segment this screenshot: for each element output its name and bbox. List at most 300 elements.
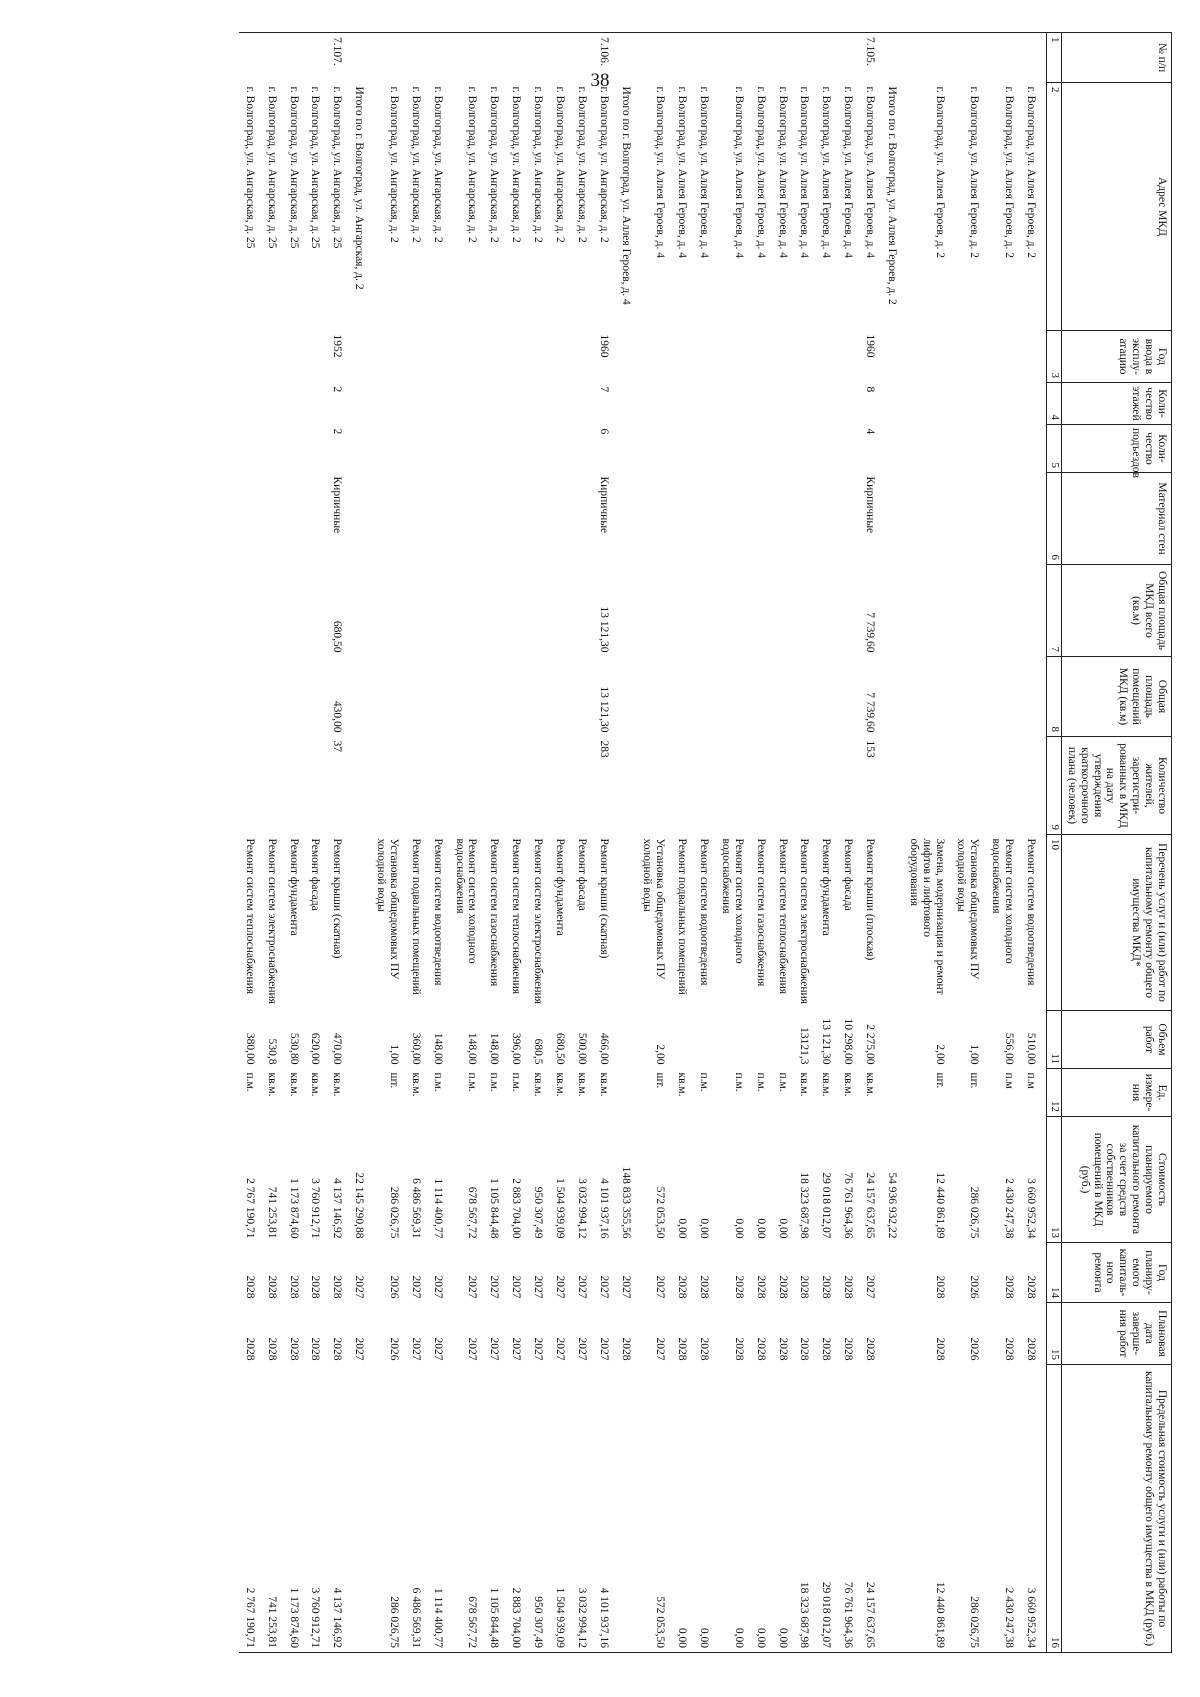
cell-col-6: Кирпичные [597, 476, 610, 534]
cell-col-4 [776, 383, 798, 425]
cell-col-2: г. Волгоград, ул. Ангарская, д. 25 [331, 86, 344, 249]
cell-col-11: 2 275,00 [864, 1024, 877, 1065]
cell-col-3 [907, 331, 955, 383]
column-header-16: Предельная стоимость услуги и (или) работы по капитальному ремонту общего имущества в МКД (руб.) [1062, 1365, 1172, 1653]
cell-col-15: 2027 [409, 1337, 422, 1361]
cell-col-12: кв.м. [331, 1072, 344, 1097]
cell-col-12: кв.м. [409, 1072, 422, 1097]
cell-col-1 [719, 33, 754, 83]
cell-col-10: Ремонт фасада [842, 838, 855, 911]
cell-col-11: 10 298,00 [842, 1018, 855, 1065]
cell-col-5 [509, 425, 531, 473]
column-header-11: Объем работ [1062, 1011, 1172, 1069]
cell-col-4 [374, 383, 409, 425]
cell-col-2: г. Волгоград, ул. Ангарская, д. 25 [265, 86, 278, 249]
cell-col-16: 18 323 687,98 [798, 1365, 820, 1653]
table-row [719, 33, 754, 1653]
cell-col-15: 2027 [532, 1337, 545, 1361]
cell-col-16: 4 101 937,16 [597, 1365, 619, 1653]
cell-col-6 [989, 473, 1024, 565]
cell-col-15: 2028 [842, 1337, 855, 1361]
cell-col-6 [531, 473, 553, 565]
table-row [287, 33, 309, 1653]
cell-col-12: п.м [1003, 1072, 1016, 1089]
cell-col-2: Итого по г. Волгоград, ул. Ангарская, д. 2 [353, 86, 366, 290]
cell-col-13: 0,00 [676, 1218, 689, 1239]
cell-col-12: шт. [968, 1072, 981, 1089]
cell-col-16: 6 486 569,31 [409, 1365, 431, 1653]
cell-col-3 [1024, 331, 1046, 383]
cell-col-2: г. Волгоград, ул. Аллея Героев, д. 4 [820, 86, 833, 258]
cell-col-1 [885, 33, 907, 83]
cell-col-14: 2028 [676, 1275, 689, 1299]
column-header-5: Коли-чество подъездов [1062, 425, 1172, 473]
cell-col-1 [488, 33, 510, 83]
cell-col-16 [619, 1365, 641, 1653]
cell-col-15: 2027 [654, 1337, 667, 1361]
cell-col-12: кв.м. [287, 1072, 300, 1097]
cell-col-13: 678 567,72 [466, 1186, 479, 1239]
cell-col-2: г. Волгоград, ул. Аллея Героев, д. 2 [1003, 86, 1016, 258]
cell-col-13: 0,00 [698, 1218, 711, 1239]
cell-col-13: 148 833 355,56 [619, 1166, 632, 1239]
cell-col-10: Ремонт систем электроснабжения [798, 838, 811, 1004]
cell-col-10: Ремонт крыши (скатная) [597, 838, 610, 959]
cell-col-14: 2027 [353, 1275, 366, 1299]
cell-col-11: 360,00 [409, 1032, 422, 1065]
cell-col-7 [697, 565, 719, 657]
column-header-8: Общая площадь помещений МКД (кв.м) [1062, 657, 1172, 737]
cell-col-7 [409, 565, 431, 657]
cell-col-10 [619, 835, 641, 1011]
cell-col-7 [719, 565, 754, 657]
cell-col-8 [265, 657, 287, 737]
cell-col-13: 12 440 861,89 [933, 1172, 946, 1239]
cell-col-10: Ремонт систем водоотведения [431, 838, 444, 986]
cell-col-13: 54 936 932,22 [886, 1172, 898, 1239]
cell-col-16: 286 026,75 [374, 1365, 409, 1653]
cell-col-2: г. Волгоград, ул. Ангарская, д. 2 [575, 86, 588, 243]
cell-col-16: 1 504 939,09 [553, 1365, 575, 1653]
cell-col-7 [239, 565, 265, 657]
cell-col-16: 1 114 400,77 [431, 1365, 453, 1653]
cell-col-12: кв.м. [864, 1072, 877, 1097]
cell-col-16: 4 137 146,92 [331, 1365, 353, 1653]
cell-col-4 [352, 383, 374, 425]
cell-col-3 [776, 331, 798, 383]
table-row [820, 33, 842, 1653]
cell-col-9 [641, 737, 676, 835]
column-number-row [1047, 33, 1062, 1653]
cell-col-5 [409, 425, 431, 473]
cell-col-11: 13121,3 [798, 1027, 811, 1065]
cell-col-5 [841, 425, 863, 473]
cell-col-15: 2028 [864, 1337, 877, 1361]
cell-col-13: 0,00 [732, 1218, 745, 1239]
table-row [798, 33, 820, 1653]
cell-col-12: п.м. [732, 1072, 745, 1092]
cell-col-4 [1024, 383, 1046, 425]
cell-col-16 [352, 1365, 374, 1653]
cell-col-6 [798, 473, 820, 565]
cell-col-1: 7.106. [597, 33, 619, 83]
column-header-1: № п/п [1062, 33, 1172, 83]
cell-col-16: 29 018 012,07 [820, 1365, 842, 1653]
cell-col-10: Ремонт фасада [575, 838, 588, 911]
cell-col-10: Установка общедомовых ПУ холодной воды [641, 838, 667, 980]
cell-col-11 [352, 1011, 374, 1069]
cell-col-1 [409, 33, 431, 83]
cell-col-1 [641, 33, 676, 83]
cell-col-4 [754, 383, 776, 425]
cell-col-12: кв.м. [842, 1072, 855, 1097]
cell-col-5 [885, 425, 907, 473]
column-header-14: Год планиру-емого капиталь-ного ремонта [1062, 1243, 1172, 1303]
cell-col-14: 2028 [732, 1275, 745, 1299]
cell-col-12: шт. [654, 1072, 667, 1089]
cell-col-4 [509, 383, 531, 425]
cell-col-4: 7 [597, 386, 610, 393]
cell-col-1 [453, 33, 488, 83]
cell-col-1 [841, 33, 863, 83]
cell-col-8 [675, 657, 697, 737]
cell-col-2: г. Волгоград, ул. Ангарская, д. 25 [309, 86, 322, 249]
cell-col-14: 2027 [409, 1275, 422, 1299]
cell-col-16: 0,00 [697, 1365, 719, 1653]
cell-col-2: г. Волгоград, ул. Ангарская, д. 25 [287, 86, 300, 249]
cell-col-16: 2 767 190,71 [239, 1365, 265, 1653]
cell-col-4 [885, 383, 907, 425]
column-header-12: Ед. измере-ния [1062, 1069, 1172, 1117]
cell-col-2: г. Волгоград, ул. Аллея Героев, д. 4 [698, 86, 711, 258]
cell-col-7 [776, 565, 798, 657]
cell-col-3 [239, 331, 265, 383]
cell-col-5 [374, 425, 409, 473]
cell-col-12 [619, 1069, 641, 1117]
cell-col-4: 2 [331, 386, 344, 393]
cell-col-15: 2027 [597, 1337, 610, 1361]
cell-col-3 [575, 331, 597, 383]
cell-col-15: 2027 [353, 1337, 366, 1361]
cell-col-2: г. Волгоград, ул. Аллея Героев, д. 4 [776, 86, 789, 258]
cell-col-6 [907, 473, 955, 565]
cell-col-12: кв.м. [532, 1072, 545, 1097]
cell-col-11: 470,00 [331, 1032, 344, 1065]
cell-col-3 [641, 331, 676, 383]
cell-col-4 [907, 383, 955, 425]
cell-col-14: 2028 [1025, 1275, 1037, 1299]
cell-col-4 [719, 383, 754, 425]
column-number-9: 9 [1047, 737, 1062, 835]
column-number-13: 13 [1047, 1117, 1062, 1243]
cell-col-3 [488, 331, 510, 383]
cell-col-7 [675, 565, 697, 657]
cell-col-6 [374, 473, 409, 565]
cell-col-1 [754, 33, 776, 83]
cell-col-11 [885, 1011, 907, 1069]
cell-col-6 [885, 473, 907, 565]
cell-col-3 [841, 331, 863, 383]
cell-col-11 [619, 1011, 641, 1069]
cell-col-12: п.м [1025, 1072, 1037, 1089]
cell-col-11 [697, 1011, 719, 1069]
cell-col-8 [309, 657, 331, 737]
cell-col-5 [820, 425, 842, 473]
cell-col-11: 148,00 [466, 1032, 479, 1065]
cell-col-7 [1024, 565, 1046, 657]
cell-col-5 [754, 425, 776, 473]
cell-col-7 [431, 565, 453, 657]
cell-col-15: 2028 [1003, 1337, 1016, 1361]
cell-col-10: Ремонт систем теплоснабжения [510, 838, 523, 995]
cell-col-4 [431, 383, 453, 425]
cell-col-1 [989, 33, 1024, 83]
cell-col-4 [453, 383, 488, 425]
cell-col-12: кв.м. [575, 1072, 588, 1097]
cell-col-11 [754, 1011, 776, 1069]
cell-col-10: Ремонт систем холодного водоснабжения [453, 838, 479, 964]
cell-col-3 [619, 331, 641, 383]
cell-col-12: кв.м. [798, 1072, 811, 1097]
cell-col-9 [239, 737, 265, 835]
column-number-10: 10 [1047, 835, 1062, 1011]
cell-col-14: 2028 [1003, 1275, 1016, 1299]
cell-col-5 [641, 425, 676, 473]
cell-col-11: 2,00 [654, 1044, 667, 1065]
cell-col-5 [719, 425, 754, 473]
cell-col-5 [907, 425, 955, 473]
cell-col-10: Ремонт систем газоснабжения [488, 838, 501, 987]
cell-col-6 [509, 473, 531, 565]
cell-col-13: 18 323 687,98 [798, 1172, 811, 1239]
cell-col-9 [841, 737, 863, 835]
cell-col-6 [575, 473, 597, 565]
cell-col-9 [754, 737, 776, 835]
cell-col-5 [265, 425, 287, 473]
cell-col-6 [265, 473, 287, 565]
cell-col-8 [374, 657, 409, 737]
cell-col-12: п.м. [510, 1072, 523, 1092]
cell-col-11: 13 121,30 [820, 1018, 833, 1065]
cell-col-8 [553, 657, 575, 737]
cell-col-4 [798, 383, 820, 425]
cell-col-14: 2028 [842, 1275, 855, 1299]
cell-col-14: 2027 [864, 1275, 877, 1299]
table-row [885, 33, 907, 1653]
cell-col-8 [989, 657, 1024, 737]
cell-col-6 [409, 473, 431, 565]
cell-col-6 [697, 473, 719, 565]
cell-col-4 [641, 383, 676, 425]
cell-col-14: 2028 [933, 1275, 946, 1299]
cell-col-9 [989, 737, 1024, 835]
cell-col-10: Ремонт фундамента [287, 838, 300, 936]
cell-col-14: 2028 [243, 1275, 256, 1299]
cell-col-5 [1024, 425, 1046, 473]
cell-col-3 [675, 331, 697, 383]
cell-col-4 [697, 383, 719, 425]
cell-col-9 [776, 737, 798, 835]
cell-col-9 [798, 737, 820, 835]
cell-col-16: 0,00 [776, 1365, 798, 1653]
cell-col-9 [309, 737, 331, 835]
table-row [265, 33, 287, 1653]
cell-col-14: 2028 [754, 1275, 767, 1299]
cell-col-2: г. Волгоград, ул. Аллея Героев, д. 4 [798, 86, 811, 258]
cell-col-10: Ремонт крыши (плоская) [864, 838, 877, 961]
cell-col-11: 530,80 [287, 1032, 300, 1065]
cell-col-9 [453, 737, 488, 835]
table-row [374, 33, 409, 1653]
cell-col-1 [265, 33, 287, 83]
cell-col-14: 2028 [331, 1275, 344, 1299]
cell-col-5 [675, 425, 697, 473]
cell-col-2: Итого по г. Волгоград, ул. Аллея Героев, д. 2 [886, 86, 898, 305]
cell-col-7 [619, 565, 641, 657]
column-number-2: 2 [1047, 83, 1062, 331]
cell-col-15: 2027 [510, 1337, 523, 1361]
cell-col-9 [697, 737, 719, 835]
column-number-16: 16 [1047, 1365, 1062, 1653]
table-row [575, 33, 597, 1653]
cell-col-4: 8 [864, 386, 877, 393]
cell-col-14: 2028 [698, 1275, 711, 1299]
cell-col-9 [907, 737, 955, 835]
cell-col-4 [675, 383, 697, 425]
cell-col-15: 2028 [309, 1337, 322, 1361]
cell-col-16: 3 032 994,12 [575, 1365, 597, 1653]
column-number-1: 1 [1047, 33, 1062, 83]
cell-col-14: 2027 [488, 1275, 501, 1299]
cell-col-14: 2027 [597, 1275, 610, 1299]
cell-col-5: 6 [597, 428, 610, 435]
cell-col-10: Ремонт подвальных помещений [409, 838, 422, 995]
cell-col-3 [719, 331, 754, 383]
cell-col-13: 22 145 290,88 [353, 1172, 366, 1239]
cell-col-15: 2026 [388, 1337, 400, 1361]
cell-col-2: Итого по г. Волгоград, ул. Аллея Героев, д. 4 [619, 86, 632, 305]
cell-col-8 [641, 657, 676, 737]
cell-col-2: г. Волгоград, ул. Аллея Героев, д. 4 [842, 86, 855, 258]
cell-col-13: 1 173 874,60 [287, 1178, 300, 1239]
cell-col-13: 950 307,49 [532, 1186, 545, 1239]
cell-col-7 [575, 565, 597, 657]
cell-col-2: г. Волгоград, ул. Аллея Героев, д. 2 [1025, 86, 1037, 258]
cell-col-2: г. Волгоград, ул. Ангарская, д. 2 [466, 86, 479, 243]
cell-col-13: 572 053,50 [654, 1186, 667, 1239]
cell-col-15: 2028 [243, 1337, 256, 1361]
capital-repair-table [239, 32, 1172, 1653]
cell-col-7 [641, 565, 676, 657]
cell-col-9 [575, 737, 597, 835]
cell-col-13: 2 767 190,71 [243, 1178, 256, 1239]
cell-col-7 [989, 565, 1024, 657]
cell-col-15 [885, 1303, 907, 1365]
cell-col-7 [453, 565, 488, 657]
cell-col-1: 7.105. [863, 33, 885, 83]
table-row [754, 33, 776, 1653]
cell-col-16: 572 053,50 [641, 1365, 676, 1653]
cell-col-8 [509, 657, 531, 737]
cell-col-10: Ремонт фундамента [820, 838, 833, 936]
cell-col-4 [841, 383, 863, 425]
cell-col-14: 2028 [820, 1275, 833, 1299]
cell-col-3 [820, 331, 842, 383]
cell-col-1 [309, 33, 331, 83]
cell-col-16: 12 440 861,89 [907, 1365, 955, 1653]
cell-col-16 [885, 1365, 907, 1653]
table-row [509, 33, 531, 1653]
cell-col-11: 148,00 [488, 1032, 501, 1065]
cell-col-3 [453, 331, 488, 383]
cell-col-14: 2027 [554, 1275, 566, 1299]
cell-col-2: г. Волгоград, ул. Аллея Героев, д. 4 [654, 86, 667, 258]
cell-col-1 [239, 33, 265, 83]
table-row [989, 33, 1024, 1653]
cell-col-16: 678 567,72 [453, 1365, 488, 1653]
cell-col-8 [798, 657, 820, 737]
cell-col-11: 510,00 [1025, 1032, 1037, 1065]
column-number-8: 8 [1047, 657, 1062, 737]
cell-col-10: Ремонт систем электроснабжения [265, 838, 278, 1004]
table-row [955, 33, 990, 1653]
cell-col-3: 1952 [331, 334, 344, 358]
cell-col-3: 1960 [597, 334, 610, 358]
cell-col-7 [885, 565, 907, 657]
cell-col-4 [409, 383, 431, 425]
cell-col-13: 3 032 994,12 [575, 1178, 588, 1239]
cell-col-12: п.м. [243, 1072, 256, 1092]
cell-col-3 [509, 331, 531, 383]
cell-col-14: 2027 [466, 1275, 479, 1299]
column-number-11: 11 [1047, 1011, 1062, 1069]
cell-col-15: 2027 [554, 1337, 566, 1361]
cell-col-13: 1 105 844,48 [488, 1178, 501, 1239]
cell-col-3 [989, 331, 1024, 383]
cell-col-12: шт. [388, 1072, 400, 1089]
cell-col-1 [776, 33, 798, 83]
cell-col-4 [531, 383, 553, 425]
cell-col-10: Ремонт подвальных помещений [676, 838, 689, 995]
column-number-7: 7 [1047, 565, 1062, 657]
cell-col-2: г. Волгоград, ул. Аллея Героев, д. 2 [933, 86, 946, 258]
cell-col-13: 0,00 [754, 1218, 767, 1239]
cell-col-6 [1024, 473, 1046, 565]
cell-col-8 [619, 657, 641, 737]
cell-col-12: п.м. [431, 1072, 444, 1092]
cell-col-6 [453, 473, 488, 565]
cell-col-8 [841, 657, 863, 737]
column-header-3: Год ввода в эксплу-атацию [1062, 331, 1172, 383]
cell-col-6 [820, 473, 842, 565]
column-number-3: 3 [1047, 331, 1062, 383]
cell-col-11 [776, 1011, 798, 1069]
cell-col-10: Замена, модернизация и ремонт лифтов и лифтового оборудования [907, 838, 946, 995]
table-row [453, 33, 488, 1653]
cell-col-4 [989, 383, 1024, 425]
table-row [331, 33, 353, 1653]
cell-col-3 [409, 331, 431, 383]
cell-col-9 [374, 737, 409, 835]
cell-col-8 [531, 657, 553, 737]
cell-col-4 [287, 383, 309, 425]
cell-col-15: 2027 [575, 1337, 588, 1361]
cell-col-13: 6 486 569,31 [409, 1178, 422, 1239]
cell-col-9 [352, 737, 374, 835]
cell-col-16: 1 105 844,48 [488, 1365, 510, 1653]
cell-col-11: 1,00 [968, 1044, 981, 1065]
cell-col-5 [488, 425, 510, 473]
